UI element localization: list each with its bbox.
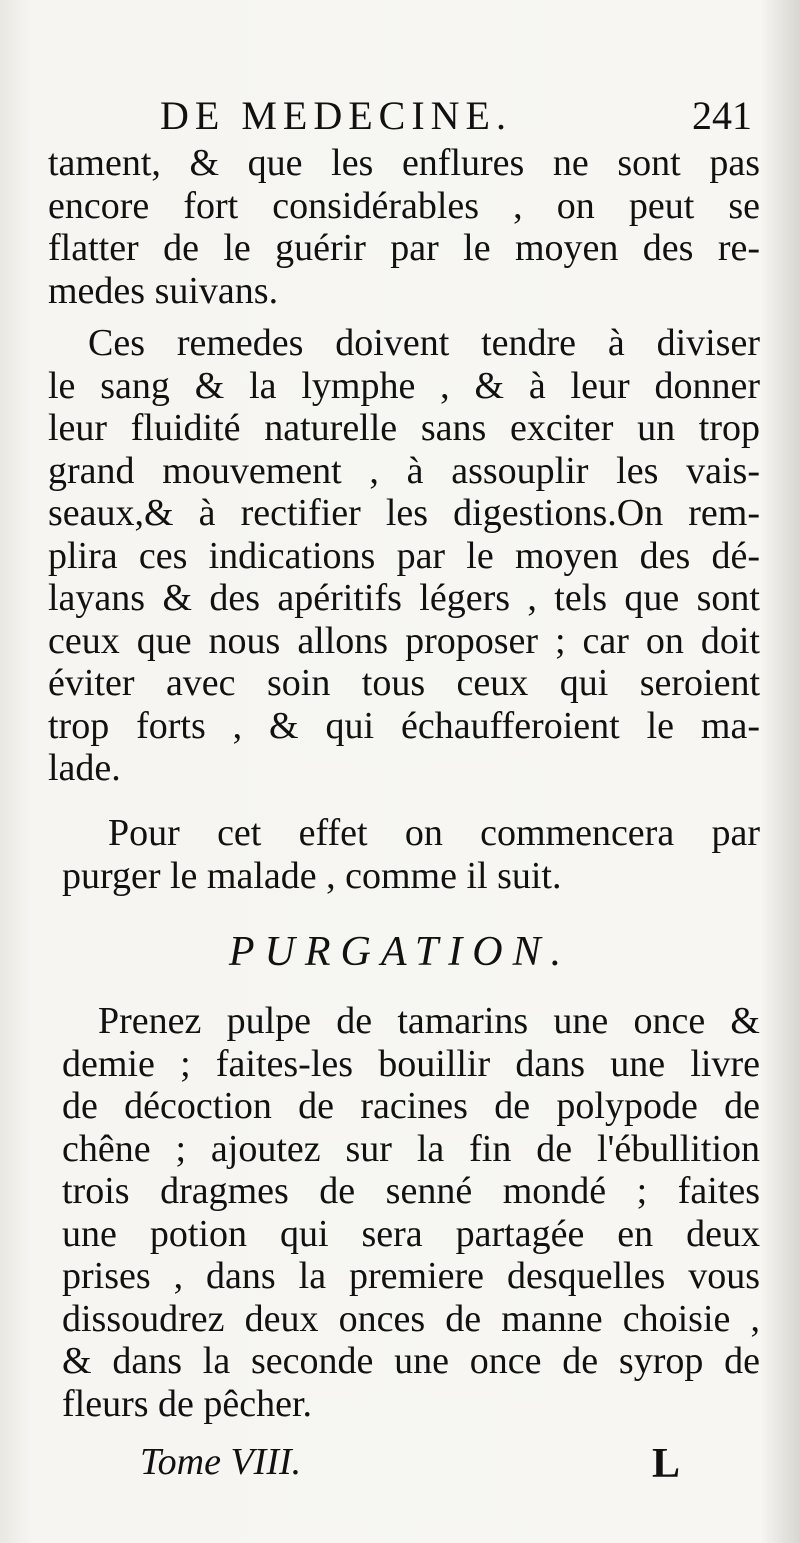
signature-mark: L <box>651 1441 680 1487</box>
page-footer <box>140 1440 680 1490</box>
text-line: layans & des apéritifs légers , tels que sont <box>48 577 760 619</box>
text-line: Ces remedes doivent tendre à diviser <box>88 322 760 364</box>
text-line: prises , dans la premiere desquelles vous <box>62 1255 760 1297</box>
running-title: DE MEDECINE. <box>160 93 512 138</box>
page-header <box>160 92 770 142</box>
text-line: grand mouvement , à assouplir les vais- <box>48 449 760 492</box>
text-line: Pour cet effet on commencera par <box>108 812 760 854</box>
text-line: trop forts , & qui échaufferoient le ma- <box>48 704 760 747</box>
text-line: ceux que nous allons proposer ; car on doit <box>48 619 760 662</box>
text-line: encore fort considérables , on peut se <box>48 184 760 227</box>
volume-label: Tome VIII. <box>140 1441 302 1483</box>
text-line: dissoudrez deux onces de manne choisie , <box>62 1297 760 1340</box>
paragraph-purgation <box>48 1000 760 1425</box>
text-line: Prenez pulpe de tamarins une once & <box>98 1000 760 1042</box>
text-line: medes suivans. <box>48 269 279 312</box>
text-line: flatter de le guérir par le moyen des re- <box>48 227 760 269</box>
paragraph-remedes <box>48 322 760 790</box>
text-line: chêne ; ajoutez sur la fin de l'ébullition <box>62 1127 760 1170</box>
text-line: seaux,& à rectifier les digestions.On rem- <box>48 492 760 534</box>
text-line: leur fluidité naturelle sans exciter un trop <box>48 407 760 449</box>
text-line: de décoction de racines de polypode de <box>62 1085 760 1127</box>
text-line: purger le malade , comme il suit. <box>62 854 562 897</box>
text-line: trois dragmes de senné mondé ; faites <box>62 1170 760 1212</box>
paragraph-effet <box>48 812 760 897</box>
text-line: & dans la seconde une once de syrop de <box>62 1340 760 1382</box>
page-number: 241 <box>692 93 752 138</box>
text-line: le sang & la lymphe , & à leur donner <box>48 364 760 407</box>
text-line: une potion qui sera partagée en deux <box>62 1212 760 1255</box>
text-line: éviter avec soin tous ceux qui seroient <box>48 662 760 704</box>
text-line: demie ; faites-les bouillir dans une livre <box>62 1042 760 1085</box>
text-line: fleurs de pêcher. <box>62 1382 313 1425</box>
section-heading: PURGATION. <box>228 929 572 975</box>
paragraph-continued <box>48 142 760 312</box>
text-line: lade. <box>48 747 121 789</box>
text-line: tament, & que les enflures ne sont pas <box>48 142 760 184</box>
text-line: plira ces indications par le moyen des dé- <box>48 534 760 577</box>
